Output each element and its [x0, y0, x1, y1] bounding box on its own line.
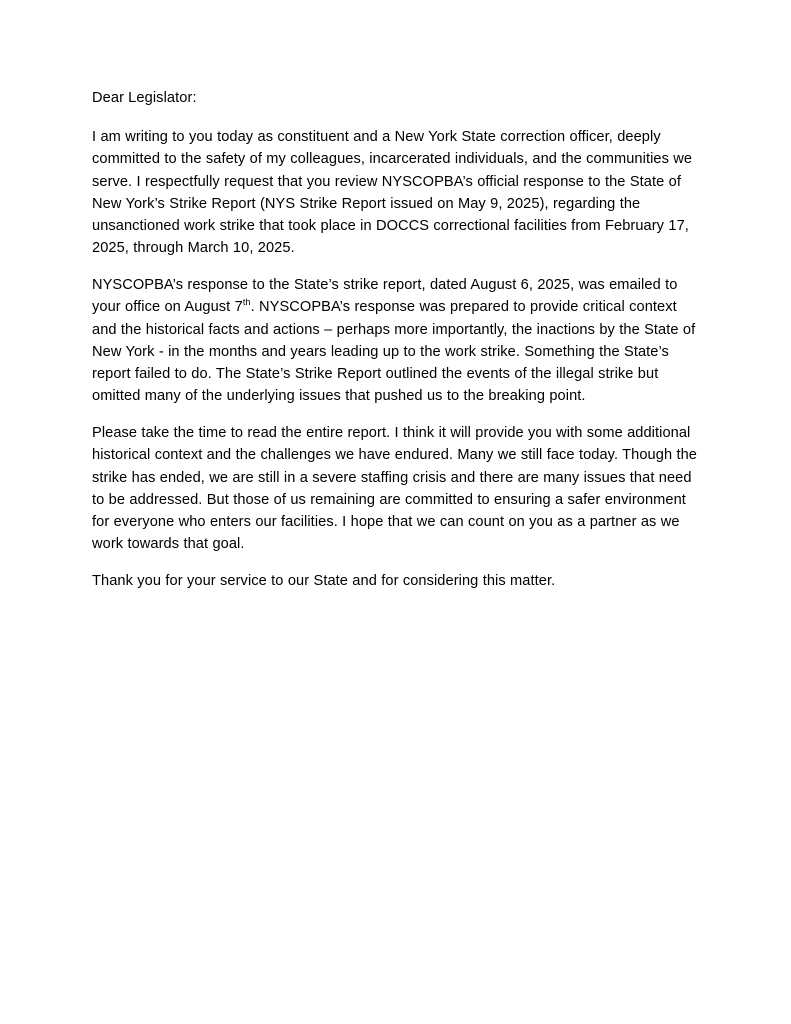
paragraph-2-part-2: . NYSCOPBA’s response was prepared to provide critical context and the historical facts and actions – perhaps more importantly, the inactions by the State of New York - in the months and years leading up to the work strike. Something the State’s report failed to do. The State’s Strike Report outlined the events of the illegal strike but omitted many of the underlying issues that pushed us to the breaking point. — [92, 299, 696, 405]
paragraph-2-ordinal-suffix: th — [242, 297, 251, 308]
paragraph-3: Please take the time to read the entire report. I think it will provide you with some additional historical context and the challenges we have endured. Many we still face today. Though the strike has ended, we are still in a severe staffing crisis and there are many issues that need to be addressed. But those of us remaining are committed to ensuring a safer environment for everyone who enters our facilities. I hope that we can count on you as a partner as we work towards that goal. — [92, 425, 698, 553]
letter-body — [92, 88, 700, 592]
paragraph-4: Thank you for your service to our State and for considering this matter. — [92, 573, 556, 590]
paragraph-2-part-1: NYSCOPBA’s response to the State’s strike report, dated August 6, 2025, was emailed to your office on August 7 — [92, 277, 678, 316]
paragraph-1: I am writing to you today as constituent and a New York State correction officer, deeply committed to the safety of my colleagues, incarcerated individuals, and the communities we serve. I respectfully request that you review NYSCOPBA’s official response to the State of New York’s Strike Report (NYS Strike Report issued on May 9, 2025), regarding the unsanctioned work strike that took place in DOCCS correctional facilities from February 17, 2025, through March 10, 2025. — [92, 129, 693, 257]
paragraph-2 — [92, 274, 700, 407]
salutation: Dear Legislator: — [92, 90, 197, 106]
